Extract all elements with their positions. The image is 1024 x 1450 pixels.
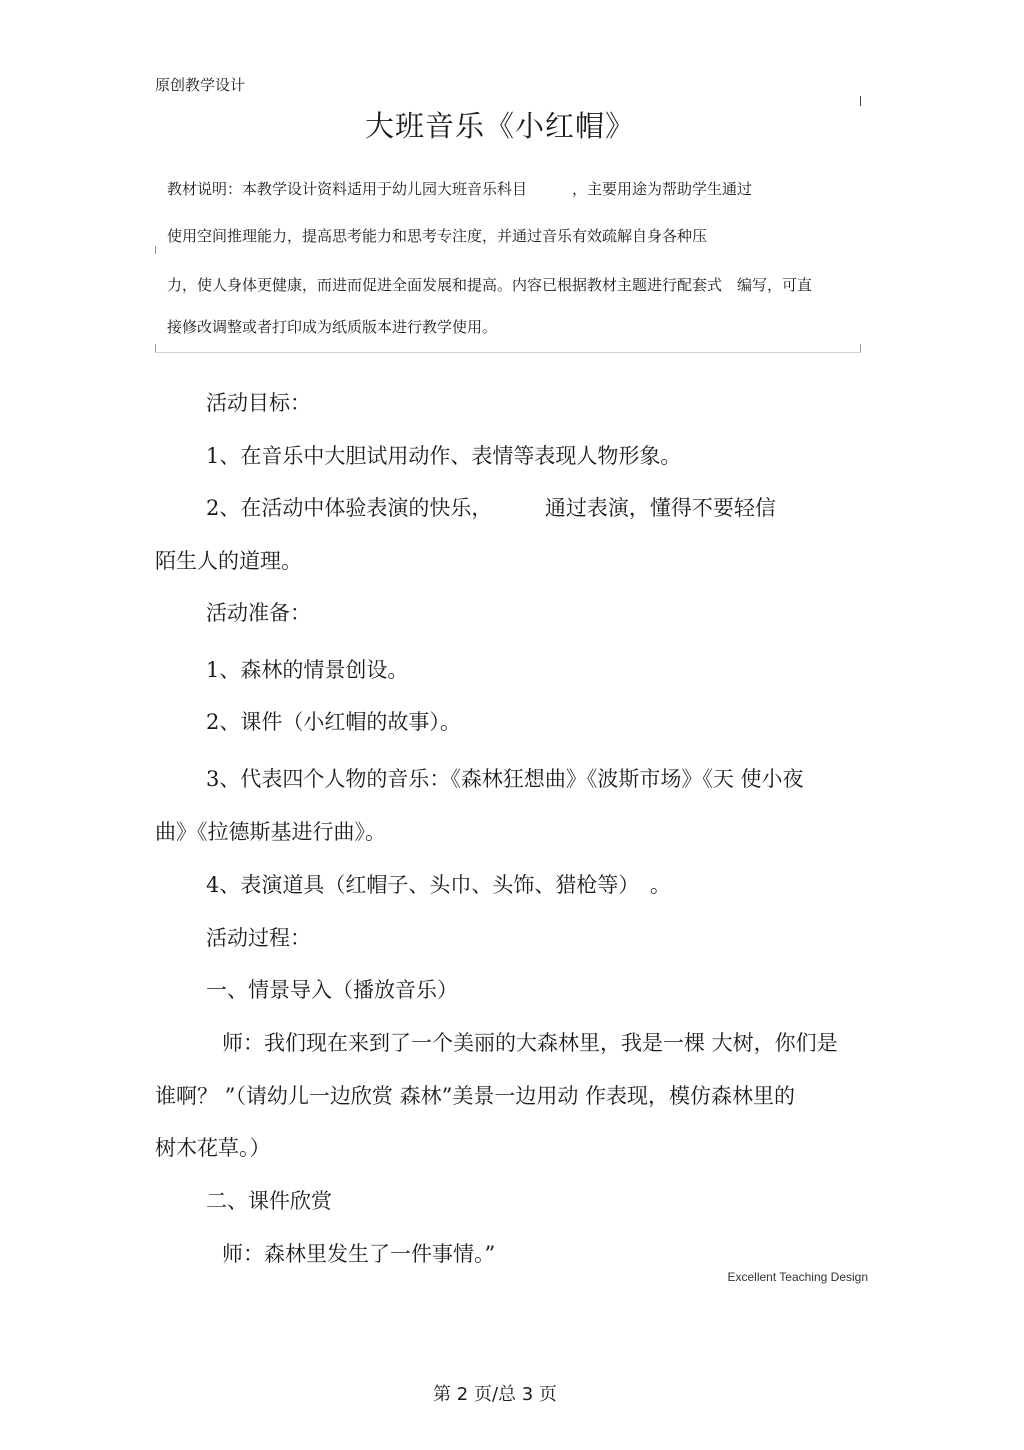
page-number: 第 2 页/总 3 页	[433, 1384, 557, 1405]
goal-item-2-continued: 陌生人的道理。	[155, 549, 302, 573]
intro-line-1: 教材说明：本教学设计资料适用于幼儿园大班音乐科目 ，主要用途为帮助学生通过	[167, 180, 753, 198]
prep-item-4: 4、表演道具（红帽子、头巾、头饰、猎枪等） 。	[206, 873, 671, 897]
box-corner-mark-bottom-right	[860, 344, 861, 352]
process-step-2-text: 师：森林里发生了一件事情。”	[222, 1242, 496, 1266]
intro-line-2: 使用空间推理能力，提高思考能力和思考专注度，并通过音乐有效疏解自身各种压	[167, 227, 708, 245]
prep-item-1: 1、森林的情景创设。	[206, 658, 409, 682]
intro-line-3: 力，使人身体更健康，而进而促进全面发展和提高。内容已根据教材主题进行配套式 编写，可直	[167, 276, 813, 294]
goal-item-1: 1、在音乐中大胆试用动作、表情等表现人物形象。	[206, 444, 682, 468]
prep-item-3-continued: 曲》《拉德斯基进行曲》。	[155, 820, 386, 844]
intro-box	[155, 166, 861, 353]
prep-heading: 活动准备：	[206, 601, 311, 625]
goal-item-2: 2、在活动中体验表演的快乐， 通过表演，懂得不要轻信	[206, 496, 776, 520]
box-corner-mark-left	[155, 246, 156, 254]
process-step-1: 一、情景导入（播放音乐）	[206, 978, 458, 1002]
margin-mark	[860, 96, 861, 106]
process-heading: 活动过程：	[206, 926, 311, 950]
page-title: 大班音乐《小红帽》	[364, 109, 635, 143]
prep-item-2: 2、课件（小红帽的故事）。	[206, 710, 461, 734]
goals-heading: 活动目标：	[206, 391, 311, 415]
process-step-1-text-end: 树木花草。）	[155, 1136, 271, 1160]
box-corner-mark-bottom-left	[155, 344, 156, 352]
footer-caption: Excellent Teaching Design	[727, 1270, 868, 1284]
process-step-2: 二、课件欣赏	[206, 1189, 332, 1213]
document-label: 原创教学设计	[155, 76, 246, 94]
prep-item-3: 3、代表四个人物的音乐：《森林狂想曲》《波斯市场》《天 使小夜	[206, 767, 804, 791]
intro-line-4: 接修改调整或者打印成为纸质版本进行教学使用。	[167, 318, 498, 336]
process-step-1-text: 师：我们现在来到了一个美丽的大森林里，我是一棵 大树，你们是	[222, 1031, 838, 1055]
process-step-1-text-continued: 谁啊？ ”（请幼儿一边欣赏 森林”美景一边用动 作表现，模仿森林里的	[155, 1084, 795, 1108]
